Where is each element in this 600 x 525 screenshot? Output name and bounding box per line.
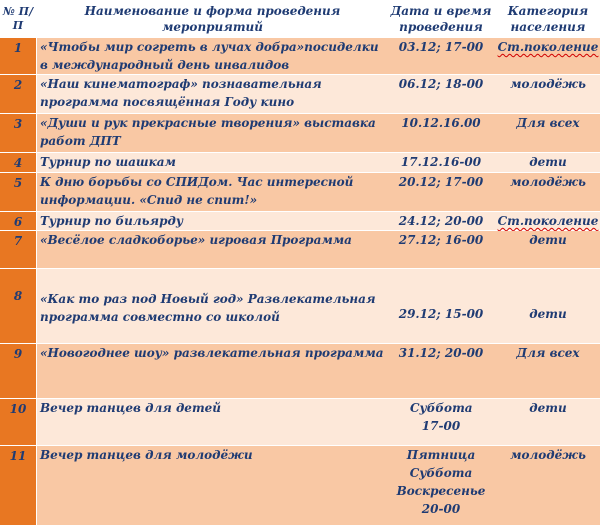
row-category: дети (529, 401, 567, 415)
header-num: № П/П (2, 5, 34, 32)
row-date: 24.12; 20-00 (398, 214, 484, 228)
row-date: 03.12; 17-00 (398, 40, 484, 54)
header-category: Категория населения (507, 4, 589, 34)
row-name: «Весёлое сладкоборье» игровая Программа (40, 233, 352, 247)
row-category: молодёжь (510, 448, 586, 462)
row-date: 29.12; 15-00 (398, 307, 484, 321)
table-row (0, 173, 600, 211)
row-name: «Души и рук прекрасные творения» выставка работ ДПТ (40, 116, 376, 148)
row-category: Ст.поколение (497, 40, 599, 54)
table-row (0, 153, 600, 172)
row-name: Турнир по бильярду (40, 214, 183, 228)
row-date: 27.12; 16-00 (398, 233, 484, 247)
row-date: Суббота 17-00 (410, 401, 473, 433)
row-name: «Чтобы мир согреть в лучах добра»посиделки в международный день инвалидов (40, 40, 379, 72)
row-num: 9 (0, 344, 36, 398)
row-category: дети (529, 155, 567, 169)
table-header (0, 0, 600, 38)
row-num: 3 (0, 114, 36, 152)
row-num: 7 (0, 231, 36, 268)
table-row (0, 114, 600, 152)
row-date: 17.12.16-00 (400, 155, 482, 169)
row-name: Турнир по шашкам (40, 155, 176, 169)
row-date: 06.12; 18-00 (398, 77, 484, 91)
table-row (0, 75, 600, 113)
table-row (0, 344, 600, 398)
row-name: «Наш кинематограф» познавательная программа посвящённая Году кино (40, 77, 322, 109)
row-num: 11 (0, 446, 36, 525)
row-date: Пятница Суббота Воскресенье 20-00 (396, 448, 486, 516)
row-num: 2 (0, 75, 36, 113)
row-name: Вечер танцев для детей (40, 401, 222, 415)
row-category: молодёжь (510, 175, 586, 189)
row-name: «Как то раз под Новый год» Развлекательная программа совместно со школой (40, 292, 376, 324)
header-date: Дата и время проведения (390, 4, 492, 34)
table-row (0, 399, 600, 445)
row-name: «Новогоднее шоу» развлекательная программа (40, 346, 384, 360)
row-num: 5 (0, 173, 36, 211)
row-category: Для всех (516, 116, 580, 130)
table-row (0, 269, 600, 343)
row-name: К дню борьбы со СПИДом. Час интересной информации. «Спид не спит!» (40, 175, 354, 207)
row-num: 4 (0, 153, 36, 172)
row-num: 1 (0, 38, 36, 74)
row-date: 31.12; 20-00 (398, 346, 484, 360)
row-category: молодёжь (510, 77, 586, 91)
row-num: 6 (0, 212, 36, 230)
row-date: 10.12.16.00 (401, 116, 481, 130)
row-category: дети (529, 233, 567, 247)
table-row (0, 231, 600, 268)
table-row (0, 446, 600, 525)
row-num: 8 (0, 269, 36, 343)
row-num: 10 (0, 399, 36, 445)
table-row (0, 212, 600, 230)
row-category: Ст.поколение (497, 214, 599, 228)
row-date: 20.12; 17-00 (398, 175, 484, 189)
row-category: дети (529, 307, 567, 321)
row-name: Вечер танцев для молодёжи (40, 448, 253, 462)
row-category: Для всех (516, 346, 580, 360)
header-name: Наименование и форма проведения мероприятий (84, 4, 341, 34)
table-row (0, 38, 600, 74)
